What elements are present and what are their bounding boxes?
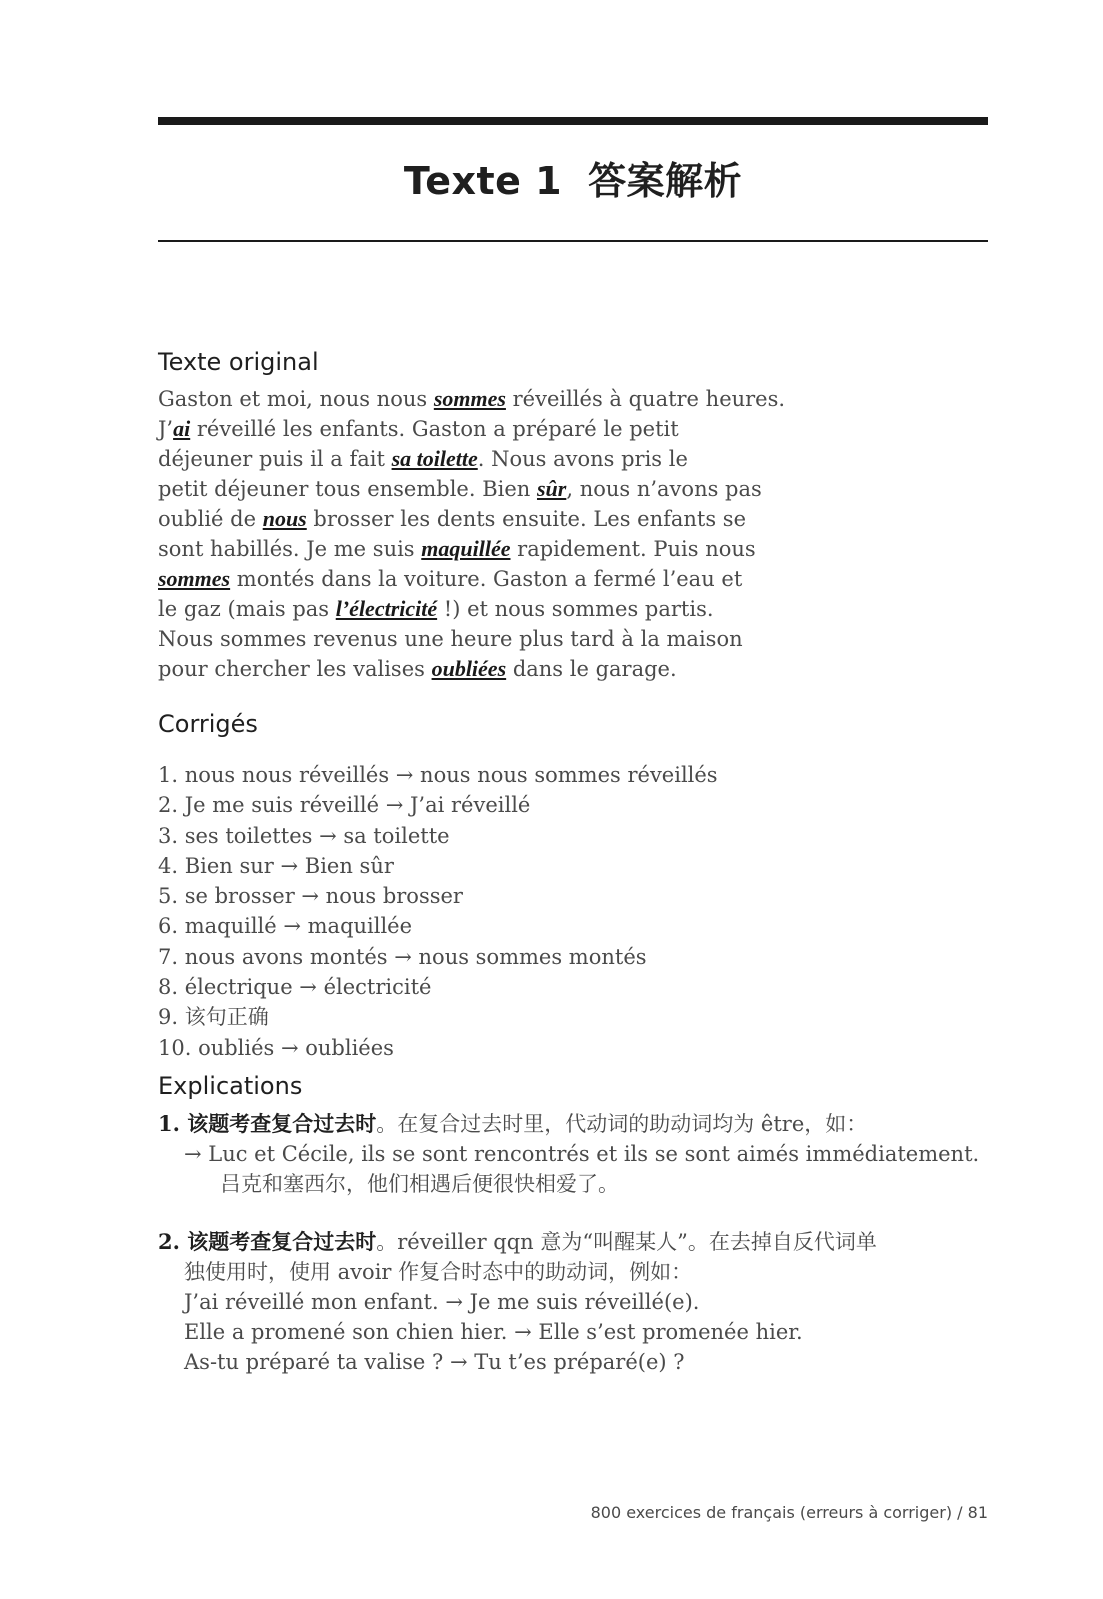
text-segment: le gaz (mais pas [158, 597, 336, 621]
corrected-word: oubliées [431, 656, 507, 681]
text-segment: réveillé les enfants. Gaston a préparé le petit [190, 417, 679, 441]
text-segment: rapidement. Puis nous [510, 537, 756, 561]
list-item: 6. maquillé → maquillée [158, 914, 413, 939]
explication-1-text: 。在复合过去时里，代动词的助动词均为 être，如： [376, 1112, 868, 1136]
list-item: 9. 该句正确 [158, 1005, 269, 1030]
corrected-word: sommes [158, 566, 231, 591]
original-line [158, 504, 988, 534]
text-segment: réveillés à quatre heures. [505, 387, 786, 411]
text-segment: . Nous avons pris le [477, 447, 688, 471]
original-text [158, 384, 988, 684]
text-segment: Nous sommes revenus une heure plus tard à la maison [158, 627, 743, 651]
original-line [158, 654, 988, 684]
explication-2-example-2: Elle a promené son chien hier. → Elle s’est promenée hier. [184, 1320, 803, 1344]
explication-2-text: 。réveiller qqn 意为“叫醒某人”。在去掉自反代词单 [376, 1230, 877, 1254]
list-item: 3. ses toilettes → sa toilette [158, 823, 450, 848]
text-segment: déjeuner puis il a fait [158, 447, 392, 471]
original-line [158, 534, 988, 564]
text-segment: dans le garage. [506, 657, 677, 681]
text-segment: J’ [158, 417, 174, 441]
explication-1-number: 1. [158, 1111, 188, 1136]
text-segment: sont habillés. Je me suis [158, 537, 422, 561]
title-chinese: 答案解析 [588, 159, 743, 203]
explication-2-example-3: As-tu préparé ta valise ? → Tu t’es préparé(e) ? [184, 1350, 685, 1374]
list-item: 4. Bien sur → Bien sûr [158, 853, 394, 878]
text-segment: brosser les dents ensuite. Les enfants se [306, 507, 747, 531]
corriges-list [158, 760, 718, 1063]
explication-1-example: → Luc et Cécile, ils se sont rencontrés et ils se sont aimés immédiatement. [184, 1142, 980, 1166]
text-segment: petit déjeuner tous ensemble. Bien [158, 477, 537, 501]
explication-1-translation: 吕克和塞西尔，他们相遇后便很快相爱了。 [220, 1172, 619, 1196]
corrected-word: maquillée [421, 536, 511, 561]
corrected-word: sûr [536, 476, 567, 501]
original-line [158, 414, 988, 444]
original-line [158, 474, 988, 504]
explication-1 [158, 1109, 988, 1199]
corrected-word: sa toilette [391, 446, 478, 471]
list-item: 2. Je me suis réveillé → J’ai réveillé [158, 793, 531, 818]
heading-texte-original: Texte original [158, 348, 319, 376]
corrected-word: l’électricité [335, 596, 438, 621]
list-item: 8. électrique → électricité [158, 975, 432, 1000]
original-line [158, 444, 988, 474]
text-segment: oublié de [158, 507, 263, 531]
explication-2-text-line2: 独使用时，使用 avoir 作复合时态中的助动词，例如： [184, 1260, 693, 1284]
list-item: 10. oubliés → oubliées [158, 1035, 394, 1060]
text-segment: Gaston et moi, nous nous [158, 387, 434, 411]
page-title [158, 150, 988, 205]
explication-2-number: 2. [158, 1229, 188, 1254]
title-top-rule [158, 117, 988, 125]
original-line [158, 384, 988, 414]
heading-explications: Explications [158, 1072, 303, 1100]
text-segment: !) et nous sommes partis. [437, 597, 714, 621]
original-line [158, 594, 988, 624]
explication-2 [158, 1227, 988, 1377]
explication-2-topic: 该题考查复合过去时 [187, 1229, 377, 1254]
corrected-word: sommes [433, 386, 506, 411]
original-line [158, 624, 988, 654]
explication-1-topic: 该题考查复合过去时 [187, 1111, 377, 1136]
original-line [158, 564, 988, 594]
corrected-word: ai [173, 416, 191, 441]
text-segment: montés dans la voiture. Gaston a fermé l’eau et [230, 567, 743, 591]
text-segment: pour chercher les valises [158, 657, 432, 681]
text-segment: , nous n’avons pas [566, 477, 762, 501]
list-item: 1. nous nous réveillés → nous nous sommes réveillés [158, 763, 718, 787]
explication-2-example-1: J’ai réveillé mon enfant. → Je me suis réveillé(e). [184, 1290, 700, 1314]
corrected-word: nous [262, 506, 307, 531]
title-bottom-rule [158, 240, 988, 242]
title-latin: Texte 1 [403, 159, 563, 203]
list-item: 5. se brosser → nous brosser [158, 884, 463, 909]
page-footer: 800 exercices de français (erreurs à corriger) / 81 [590, 1503, 988, 1522]
heading-corriges: Corrigés [158, 710, 258, 738]
list-item: 7. nous avons montés → nous sommes montés [158, 944, 647, 969]
